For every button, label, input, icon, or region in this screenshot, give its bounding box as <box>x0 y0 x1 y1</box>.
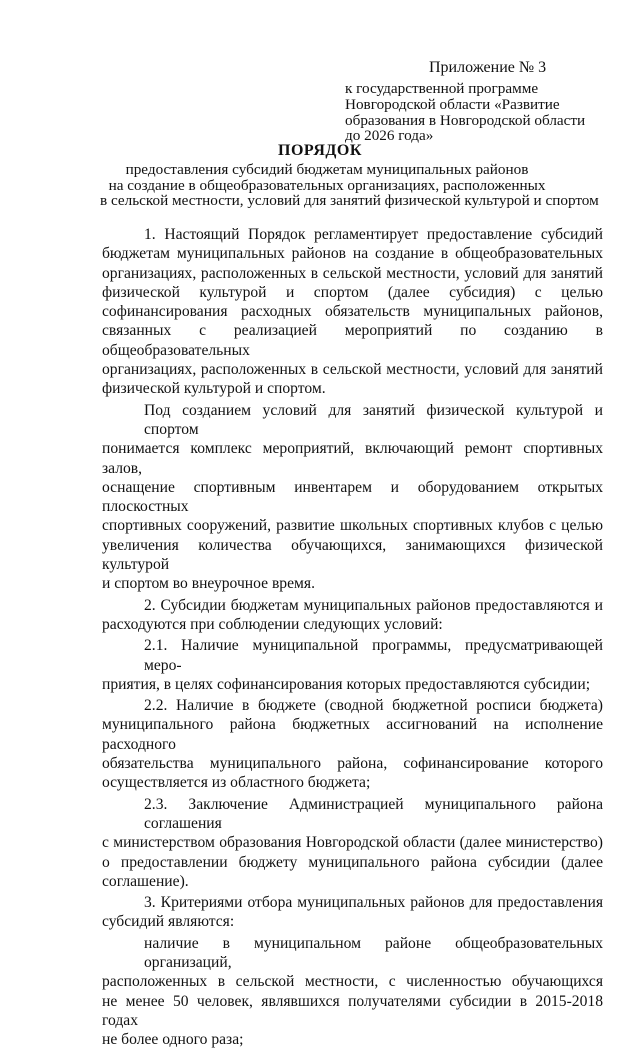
paragraph-line: спортивных сооружений, развитие школьных спортивных клубов с целью <box>102 517 603 535</box>
paragraph <box>102 795 603 891</box>
paragraph <box>102 636 603 694</box>
paragraph-line: увеличения количества обучающихся, занимающихся физической культурой <box>102 536 603 574</box>
paragraph-line: связанных с реализацией мероприятий по созданию в общеобразовательных <box>102 322 603 359</box>
paragraph-line: 2. Субсидии бюджетам муниципальных районов предоставляются и <box>144 596 603 614</box>
paragraph-line: 1. Настоящий Порядок регламентирует предоставление субсидий <box>144 226 603 243</box>
paragraph <box>102 696 603 792</box>
document-subtitle <box>100 161 599 210</box>
annex-title: Приложение № 3 <box>429 59 547 76</box>
paragraph-line: понимается комплекс мероприятий, включающий ремонт спортивных залов, <box>102 440 603 477</box>
paragraph-line: о предоставлении бюджету муниципального района субсидии (далее <box>102 853 603 871</box>
paragraph-line: Под созданием условий для занятий физической культурой и спортом <box>144 401 603 438</box>
subtitle-line: в сельской местности, условий для занятий физической культурой и спортом <box>100 192 599 210</box>
paragraph-line: 2.3. Заключение Администрацией муниципального района соглашения <box>144 795 603 832</box>
paragraph-line: осуществляется из областного бюджета; <box>102 774 371 792</box>
paragraph-line: муниципального района бюджетных ассигнований на исполнение расходного <box>102 716 603 753</box>
paragraph-line: не менее 50 человек, являвшихся получателями субсидии в 2015-2018 годах <box>102 992 603 1029</box>
paragraph-line: физической культурой и спортом (далее субсидия) с целью <box>102 283 603 301</box>
annex-ref-line: до 2026 года» <box>345 127 434 145</box>
annex-reference <box>345 81 625 144</box>
paragraph-line: организациях, расположенных в сельской местности, условий для занятий <box>102 361 603 379</box>
paragraph <box>102 934 603 1050</box>
paragraph-line: расположенных в сельской местности, с численностью обучающихся <box>102 973 603 991</box>
annex-ref-line: образования в Новгородской области <box>345 111 586 129</box>
paragraph <box>102 893 603 932</box>
paragraph <box>102 596 603 635</box>
subtitle-line: предоставления субсидий бюджетам муниципальных районов <box>125 161 529 178</box>
paragraph-line: не более одного раза; <box>102 1031 244 1049</box>
document-body <box>102 225 603 1051</box>
paragraph-line: и спортом во внеурочное время. <box>102 575 315 593</box>
paragraph-line: 2.2. Наличие в бюджете (сводной бюджетной росписи бюджета) <box>144 697 603 715</box>
paragraph-line: бюджетам муниципальных районов на создание в общеобразовательных <box>102 245 603 263</box>
paragraph-line: приятия, в целях софинансирования которых предоставляются субсидии; <box>102 675 591 693</box>
annex-ref-line: Новгородской области «Развитие <box>345 95 560 113</box>
paragraph <box>102 401 603 594</box>
paragraph-line: 2.1. Наличие муниципальной программы, предусматривающей меро- <box>144 637 603 674</box>
document-title: ПОРЯДОК <box>278 142 362 159</box>
paragraph-line: расходуются при соблюдении следующих условий: <box>102 615 443 633</box>
paragraph-line: софинансирования расходных обязательств муниципальных районов, <box>102 303 603 321</box>
paragraph-line: оснащение спортивным инвентарем и оборудованием открытых плоскостных <box>102 478 603 516</box>
paragraph-line: с министерством образования Новгородской области (далее министерство) <box>102 834 603 852</box>
paragraph <box>102 225 603 399</box>
paragraph-line: физической культурой и спортом. <box>102 380 326 398</box>
paragraph-line: 3. Критериями отбора муниципальных районов для предоставления <box>144 894 603 912</box>
subtitle-line: на создание в общеобразовательных организациях, расположенных <box>108 176 546 194</box>
paragraph-line: соглашение). <box>102 872 189 890</box>
paragraph-line: субсидий являются: <box>102 913 235 931</box>
paragraph-line: наличие в муниципальном районе общеобразовательных организаций, <box>144 934 603 971</box>
paragraph-line: организациях, расположенных в сельской местности, условий для занятий <box>102 264 603 282</box>
paragraph-line: обязательства муниципального района, софинансирование которого <box>102 755 603 773</box>
annex-ref-line: к государственной программе <box>345 80 539 97</box>
